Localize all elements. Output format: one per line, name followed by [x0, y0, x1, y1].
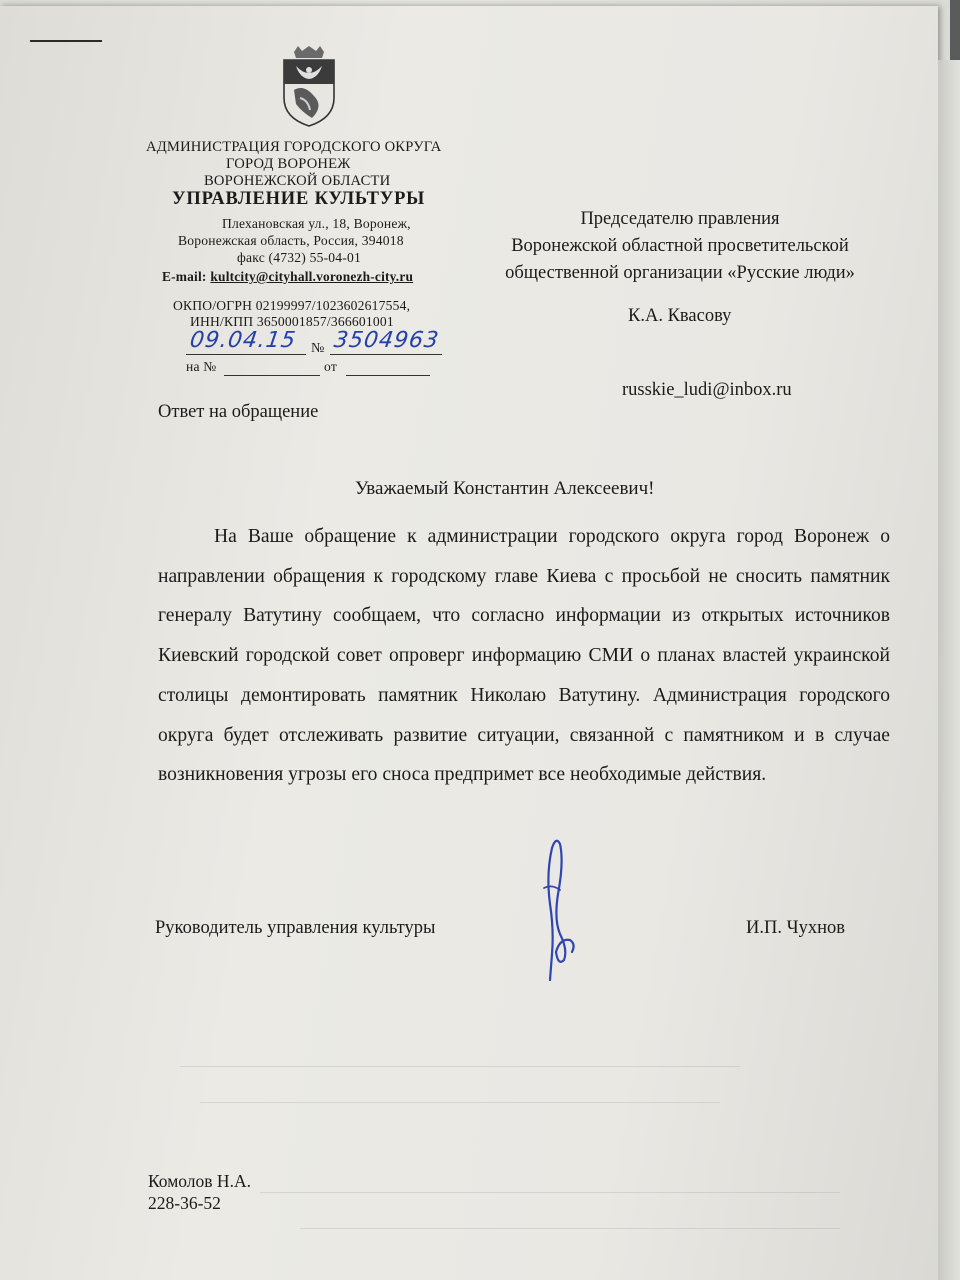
executor-block — [148, 1170, 251, 1214]
recipient-email[interactable]: russkie_ludi@inbox.ru — [622, 380, 792, 400]
email-label: E-mail: — [162, 269, 207, 284]
header-department: УПРАВЛЕНИЕ КУЛЬТУРЫ — [172, 189, 426, 209]
header-city-line: ГОРОД ВОРОНЕЖ — [226, 156, 351, 172]
recipient-title: Председателю правления — [580, 209, 780, 229]
signatory-name: И.П. Чухнов — [746, 918, 846, 938]
salutation: Уважаемый Константин Алексеевич! — [355, 478, 655, 499]
letter-sheet — [0, 6, 938, 1280]
number-sign: № — [311, 341, 325, 356]
page-edge — [938, 60, 960, 1280]
header-address-line1: Плехановская ул., 18, Воронеж, — [222, 216, 411, 231]
signatory-position: Руководитель управления культуры — [155, 918, 436, 938]
subject-line: Ответ на обращение — [158, 402, 319, 422]
bleed-through-line — [180, 1066, 740, 1067]
letter-body: На Ваше обращение к администрации городского округа город Воронеж о направлении обращения к городскому главе Киева с просьбой не сносить памятник генералу Ватутину сообщаем, что согласно информации из открытых источников Киевский городской совет опроверг информацию СМИ о планах властей украинской столицы демонтировать памятник Николаю Ватутину. Администрация городского округа будет отслеживать развитие ситуации, связанной с памятником и в случае возникновения угрозы его сноса предпримет все необходимые действия. — [158, 526, 890, 786]
bleed-through-line — [200, 1102, 720, 1103]
pen-mark — [30, 40, 102, 42]
reference-prefix: на № — [186, 359, 217, 374]
email-link[interactable]: kultcity@cityhall.voronezh-city.ru — [210, 269, 414, 284]
recipient-organization-line2: общественной организации «Русские люди» — [505, 263, 855, 283]
bleed-through-line — [300, 1228, 840, 1229]
recipient-block — [480, 206, 880, 287]
recipient-organization-line1: Воронежской областной просветительской — [511, 236, 849, 256]
reference-number-line — [224, 375, 320, 376]
header-address-line2: Воронежская область, Россия, 394018 — [178, 233, 404, 248]
reference-date-line — [346, 375, 430, 376]
handwritten-number: 3504963 — [332, 328, 441, 353]
executor-name: Комолов Н.А. — [148, 1171, 251, 1191]
header-codes-line2: ИНН/КПП 3650001857/366601001 — [190, 314, 394, 329]
number-underline — [330, 354, 442, 355]
header-codes-line1: ОКПО/ОГРН 02199997/1023602617554, — [173, 298, 411, 313]
handwritten-date: 09.04.15 — [188, 328, 298, 353]
date-underline — [186, 354, 306, 355]
reference-from: от — [324, 359, 337, 374]
handwritten-signature — [530, 834, 590, 984]
recipient-name: К.А. Квасову — [628, 306, 732, 326]
coat-of-arms-icon — [274, 46, 344, 128]
header-fax: факс (4732) 55-04-01 — [237, 250, 362, 265]
bleed-through-line — [260, 1192, 840, 1193]
executor-phone: 228-36-52 — [148, 1193, 221, 1213]
header-admin-line: АДМИНИСТРАЦИЯ ГОРОДСКОГО ОКРУГА — [146, 139, 442, 155]
header-region-line: ВОРОНЕЖСКОЙ ОБЛАСТИ — [204, 173, 391, 189]
header-email-row — [162, 268, 413, 286]
